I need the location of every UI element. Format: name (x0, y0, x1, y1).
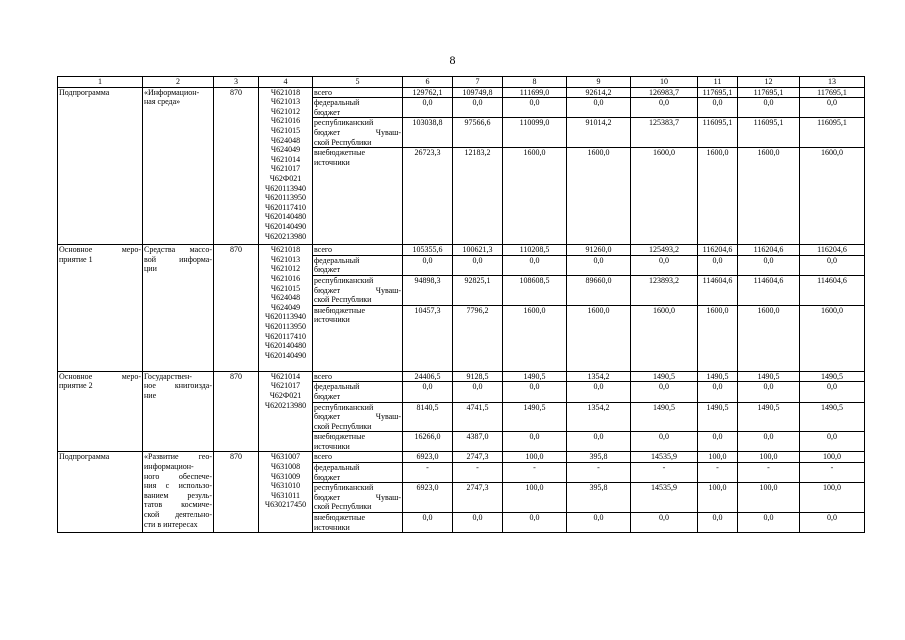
funding-source-cell (313, 463, 403, 483)
budget-code: Ч620113940 (265, 183, 306, 193)
amount-cell: 1600,0 (567, 305, 631, 371)
amount-cell: 1490,5 (631, 371, 698, 382)
amount-cell: 0,0 (503, 255, 567, 275)
program-name-line: ная среда» (144, 97, 181, 107)
table-row (58, 452, 865, 463)
amount-cell: 103038,8 (403, 118, 453, 148)
program-name-line: «Информацион- (144, 87, 200, 97)
funding-source-line: ской Республики (314, 502, 372, 512)
ministry-code-cell: 870 (214, 87, 259, 245)
amount-cell: 92614,2 (567, 87, 631, 98)
amount-cell: 100,0 (800, 452, 865, 463)
column-number: 9 (567, 77, 631, 88)
funding-source-cell (313, 98, 403, 118)
amount-cell: 395,8 (567, 452, 631, 463)
amount-cell: 1600,0 (503, 305, 567, 371)
program-name-line: Государствен- (144, 371, 192, 381)
column-number: 12 (738, 77, 800, 88)
amount-cell: 100,0 (738, 452, 800, 463)
program-type-line: приятие 2 (59, 381, 93, 391)
budget-code: Ч621014 (270, 154, 301, 164)
funding-source-line: бюджет Чуваш- (314, 285, 401, 295)
program-type-line: Подпрограмма (59, 452, 110, 462)
amount-cell: 109749,8 (453, 87, 503, 98)
table-row (58, 245, 865, 256)
funding-source-cell (313, 245, 403, 256)
funding-source-line: бюджет (314, 472, 341, 482)
budget-code: Ч620140480 (264, 212, 307, 222)
amount-cell: 116204,6 (738, 245, 800, 256)
funding-source-cell (313, 483, 403, 513)
funding-source-cell (313, 118, 403, 148)
funding-source-line: ской Республики (314, 295, 372, 305)
amount-cell: - (403, 463, 453, 483)
amount-cell: 1354,2 (567, 371, 631, 382)
funding-source-cell (313, 371, 403, 382)
amount-cell: 129762,1 (403, 87, 453, 98)
column-number: 2 (143, 77, 214, 88)
amount-cell: 8140,5 (403, 402, 453, 432)
amount-cell: 105355,6 (403, 245, 453, 256)
program-name-line: информацион- (144, 462, 194, 472)
amount-cell: 0,0 (631, 432, 698, 452)
amount-cell: 10457,3 (403, 305, 453, 371)
program-name-line: Средства массо- (144, 245, 212, 255)
funding-source-line: бюджет (314, 391, 341, 401)
amount-cell: 4741,5 (453, 402, 503, 432)
program-name-line: ванием резуль- (144, 490, 212, 500)
amount-cell: 97566,6 (453, 118, 503, 148)
budget-code: Ч62Ф021 (269, 390, 302, 400)
amount-cell: 0,0 (738, 382, 800, 402)
funding-source-line: республиканский (314, 275, 374, 285)
amount-cell: 116095,1 (800, 118, 865, 148)
amount-cell: 100,0 (698, 483, 738, 513)
amount-cell: 1354,2 (567, 402, 631, 432)
budget-code: Ч624049 (270, 145, 301, 155)
amount-cell: - (631, 463, 698, 483)
budget-code: Ч621012 (270, 106, 301, 116)
funding-source-line: источники (314, 441, 350, 451)
column-number: 6 (403, 77, 453, 88)
column-number: 13 (800, 77, 865, 88)
amount-cell: - (800, 463, 865, 483)
amount-cell: 100621,3 (453, 245, 503, 256)
budget-code: Ч631009 (270, 471, 301, 481)
budget-code: Ч630217450 (264, 500, 307, 510)
ministry-code-cell: 870 (214, 371, 259, 452)
amount-cell: 1600,0 (800, 148, 865, 245)
amount-cell: 9128,5 (453, 371, 503, 382)
budget-code: Ч621018 (270, 245, 301, 255)
amount-cell: 1490,5 (738, 371, 800, 382)
amount-cell: 0,0 (800, 432, 865, 452)
funding-source-cell (313, 432, 403, 452)
amount-cell: 1490,5 (631, 402, 698, 432)
amount-cell: 0,0 (800, 382, 865, 402)
amount-cell: 0,0 (503, 98, 567, 118)
funding-source-line: ской Республики (314, 137, 372, 147)
amount-cell: 0,0 (503, 513, 567, 533)
amount-cell: 125383,7 (631, 118, 698, 148)
amount-cell: 1600,0 (503, 148, 567, 245)
amount-cell: 91014,2 (567, 118, 631, 148)
budget-code: Ч620213980 (264, 231, 307, 241)
amount-cell: 0,0 (698, 382, 738, 402)
amount-cell: 0,0 (453, 382, 503, 402)
amount-cell: 0,0 (403, 98, 453, 118)
funding-source-line: бюджет (314, 265, 341, 275)
budget-code: Ч621012 (270, 264, 301, 274)
program-name-line: ской деятельно- (144, 510, 212, 520)
amount-cell: 14535,9 (631, 452, 698, 463)
amount-cell: - (453, 463, 503, 483)
amount-cell: 108608,5 (503, 275, 567, 305)
amount-cell: 92825,1 (453, 275, 503, 305)
amount-cell: 0,0 (738, 432, 800, 452)
program-name-line: «Развитие гео- (144, 452, 212, 462)
table-row (58, 371, 865, 382)
budget-code: Ч621018 (270, 87, 301, 97)
budget-codes-cell (259, 245, 313, 372)
amount-cell: 100,0 (503, 452, 567, 463)
amount-cell: 116204,6 (698, 245, 738, 256)
budget-table (57, 76, 865, 533)
amount-cell: 100,0 (800, 483, 865, 513)
amount-cell: 6923,0 (403, 452, 453, 463)
budget-code: Ч620117410 (265, 202, 306, 212)
amount-cell: 0,0 (698, 98, 738, 118)
amount-cell: 0,0 (631, 255, 698, 275)
funding-source-line: внебюджетные (314, 513, 365, 523)
amount-cell: 111699,0 (503, 87, 567, 98)
program-name-line: ния с использо- (144, 481, 212, 491)
column-number-row (58, 77, 865, 88)
program-name-line: ное книгоизда- (144, 381, 212, 391)
amount-cell: 116095,1 (738, 118, 800, 148)
amount-cell: 110208,5 (503, 245, 567, 256)
amount-cell: 1600,0 (567, 148, 631, 245)
amount-cell: 0,0 (403, 382, 453, 402)
amount-cell: 125493,2 (631, 245, 698, 256)
amount-cell: 0,0 (800, 513, 865, 533)
funding-source-line: источники (314, 315, 350, 325)
budget-code: Ч621013 (270, 254, 301, 264)
funding-source-line: республиканский (314, 483, 374, 493)
budget-code: Ч620113950 (265, 193, 306, 203)
column-number: 3 (214, 77, 259, 88)
budget-codes-cell (259, 371, 313, 452)
budget-code: Ч620213980 (264, 400, 307, 410)
amount-cell: 114604,6 (698, 275, 738, 305)
amount-cell: 6923,0 (403, 483, 453, 513)
amount-cell: 1490,5 (503, 402, 567, 432)
budget-code: Ч620140490 (264, 350, 307, 360)
program-name-line: ции (144, 264, 157, 274)
funding-source-line: федеральный (314, 463, 360, 473)
amount-cell: 0,0 (453, 255, 503, 275)
amount-cell: 1600,0 (800, 305, 865, 371)
amount-cell: 2747,3 (453, 483, 503, 513)
amount-cell: 0,0 (567, 513, 631, 533)
budget-code: Ч621013 (270, 97, 301, 107)
program-name-line: вой информа- (144, 254, 212, 264)
funding-source-line: внебюджетные (314, 432, 365, 442)
amount-cell: 16266,0 (403, 432, 453, 452)
amount-cell: 0,0 (403, 513, 453, 533)
funding-source-cell (313, 255, 403, 275)
budget-code: Ч621015 (270, 283, 301, 293)
amount-cell: 0,0 (403, 255, 453, 275)
budget-code: Ч621014 (270, 371, 301, 381)
budget-codes-cell (259, 87, 313, 245)
page-number: 8 (449, 53, 456, 67)
amount-cell: 117695,1 (738, 87, 800, 98)
ministry-code-cell: 870 (214, 245, 259, 372)
amount-cell: 114604,6 (800, 275, 865, 305)
amount-cell: 94898,3 (403, 275, 453, 305)
amount-cell: 14535,9 (631, 483, 698, 513)
funding-source-cell (313, 275, 403, 305)
amount-cell: 100,0 (503, 483, 567, 513)
funding-source-cell (313, 513, 403, 533)
amount-cell: 0,0 (567, 98, 631, 118)
program-type-cell (58, 371, 143, 452)
amount-cell: 4387,0 (453, 432, 503, 452)
amount-cell: 1490,5 (698, 402, 738, 432)
column-number: 1 (58, 77, 143, 88)
column-number: 4 (259, 77, 313, 88)
amount-cell: 117695,1 (800, 87, 865, 98)
funding-source-line: бюджет Чуваш- (314, 412, 401, 422)
program-name-cell (143, 371, 214, 452)
program-type-line: Подпрограмма (59, 87, 110, 97)
amount-cell: 0,0 (567, 255, 631, 275)
amount-cell: 110099,0 (503, 118, 567, 148)
budget-code: Ч631008 (270, 462, 301, 472)
funding-source-line: федеральный (314, 382, 360, 392)
funding-source-line: федеральный (314, 255, 360, 265)
column-number: 5 (313, 77, 403, 88)
program-type-cell (58, 87, 143, 245)
budget-code: Ч621016 (270, 116, 301, 126)
amount-cell: - (503, 463, 567, 483)
amount-cell: 0,0 (698, 513, 738, 533)
program-name-cell (143, 452, 214, 533)
funding-source-line: бюджет (314, 107, 341, 117)
program-name-line: татов космиче- (144, 500, 212, 510)
amount-cell: 0,0 (800, 98, 865, 118)
amount-cell: 1490,5 (800, 402, 865, 432)
budget-code: Ч631010 (270, 481, 301, 491)
funding-source-cell (313, 148, 403, 245)
funding-source-cell (313, 402, 403, 432)
amount-cell: 123893,2 (631, 275, 698, 305)
amount-cell: 1600,0 (698, 305, 738, 371)
amount-cell: 100,0 (698, 452, 738, 463)
budget-code: Ч631007 (270, 452, 301, 462)
funding-source-line: бюджет Чуваш- (314, 127, 401, 137)
program-type-cell (58, 452, 143, 533)
amount-cell: 0,0 (631, 513, 698, 533)
budget-code: Ч62Ф021 (269, 173, 302, 183)
amount-cell: 116095,1 (698, 118, 738, 148)
funding-source-line: всего (314, 452, 333, 462)
amount-cell: 1600,0 (738, 148, 800, 245)
amount-cell: - (567, 463, 631, 483)
amount-cell: 0,0 (738, 255, 800, 275)
funding-source-line: бюджет Чуваш- (314, 492, 401, 502)
column-number: 10 (631, 77, 698, 88)
program-type-cell (58, 245, 143, 372)
amount-cell: 24406,5 (403, 371, 453, 382)
amount-cell: 0,0 (738, 98, 800, 118)
amount-cell: 0,0 (453, 98, 503, 118)
program-name-line: сти в интересах (144, 519, 198, 529)
program-type-line: Основное меро- (59, 245, 141, 255)
amount-cell: 0,0 (567, 432, 631, 452)
budget-code: Ч624049 (270, 302, 301, 312)
program-type-line: Основное меро- (59, 371, 141, 381)
funding-source-line: республиканский (314, 402, 374, 412)
table-body (58, 77, 865, 533)
amount-cell: 0,0 (631, 382, 698, 402)
budget-code: Ч621017 (270, 381, 301, 391)
table-row (58, 87, 865, 98)
funding-source-cell (313, 305, 403, 371)
amount-cell: 91260,0 (567, 245, 631, 256)
budget-code: Ч624048 (270, 293, 301, 303)
amount-cell: 1600,0 (631, 148, 698, 245)
funding-source-line: федеральный (314, 98, 360, 108)
amount-cell: 116204,6 (800, 245, 865, 256)
amount-cell: 26723,3 (403, 148, 453, 245)
funding-source-line: всего (314, 87, 333, 97)
funding-source-line: всего (314, 245, 333, 255)
amount-cell: 0,0 (453, 513, 503, 533)
amount-cell: 1600,0 (698, 148, 738, 245)
amount-cell: 1490,5 (503, 371, 567, 382)
amount-cell: 0,0 (567, 382, 631, 402)
funding-source-cell (313, 382, 403, 402)
budget-code: Ч620113950 (265, 321, 306, 331)
amount-cell: 1490,5 (698, 371, 738, 382)
column-number: 11 (698, 77, 738, 88)
amount-cell: 114604,6 (738, 275, 800, 305)
budget-codes-cell (259, 452, 313, 533)
column-number: 8 (503, 77, 567, 88)
funding-source-line: внебюджетные (314, 305, 365, 315)
program-name-cell (143, 87, 214, 245)
funding-source-cell (313, 87, 403, 98)
amount-cell: 0,0 (503, 382, 567, 402)
budget-code: Ч620113940 (265, 312, 306, 322)
budget-code: Ч620117410 (265, 331, 306, 341)
amount-cell: 2747,3 (453, 452, 503, 463)
amount-cell: 395,8 (567, 483, 631, 513)
amount-cell: 89660,0 (567, 275, 631, 305)
amount-cell: 0,0 (698, 255, 738, 275)
funding-source-line: источники (314, 522, 350, 532)
amount-cell: 1490,5 (738, 402, 800, 432)
budget-code: Ч631011 (271, 490, 300, 500)
amount-cell: 1490,5 (800, 371, 865, 382)
funding-source-line: внебюджетные (314, 148, 365, 158)
amount-cell: 1600,0 (631, 305, 698, 371)
amount-cell: 1600,0 (738, 305, 800, 371)
funding-source-line: источники (314, 157, 350, 167)
amount-cell: 0,0 (738, 513, 800, 533)
amount-cell: 126983,7 (631, 87, 698, 98)
funding-source-line: ской Республики (314, 421, 372, 431)
amount-cell: 0,0 (503, 432, 567, 452)
amount-cell: 0,0 (631, 98, 698, 118)
amount-cell: - (698, 463, 738, 483)
amount-cell: 7796,2 (453, 305, 503, 371)
budget-code: Ч624048 (270, 135, 301, 145)
budget-code: Ч620140480 (264, 341, 307, 351)
amount-cell: 0,0 (800, 255, 865, 275)
funding-source-line: республиканский (314, 118, 374, 128)
program-type-line: приятие 1 (59, 254, 93, 264)
budget-code: Ч621015 (270, 125, 301, 135)
amount-cell: 0,0 (698, 432, 738, 452)
program-name-cell (143, 245, 214, 372)
funding-source-cell (313, 452, 403, 463)
amount-cell: 100,0 (738, 483, 800, 513)
budget-code: Ч621016 (270, 273, 301, 283)
funding-source-line: всего (314, 371, 333, 381)
budget-code: Ч621017 (270, 164, 301, 174)
amount-cell: - (738, 463, 800, 483)
budget-code: Ч620140490 (264, 221, 307, 231)
program-name-line: ного обеспече- (144, 471, 212, 481)
column-number: 7 (453, 77, 503, 88)
program-name-line: ние (144, 390, 157, 400)
amount-cell: 12183,2 (453, 148, 503, 245)
ministry-code-cell: 870 (214, 452, 259, 533)
amount-cell: 117695,1 (698, 87, 738, 98)
